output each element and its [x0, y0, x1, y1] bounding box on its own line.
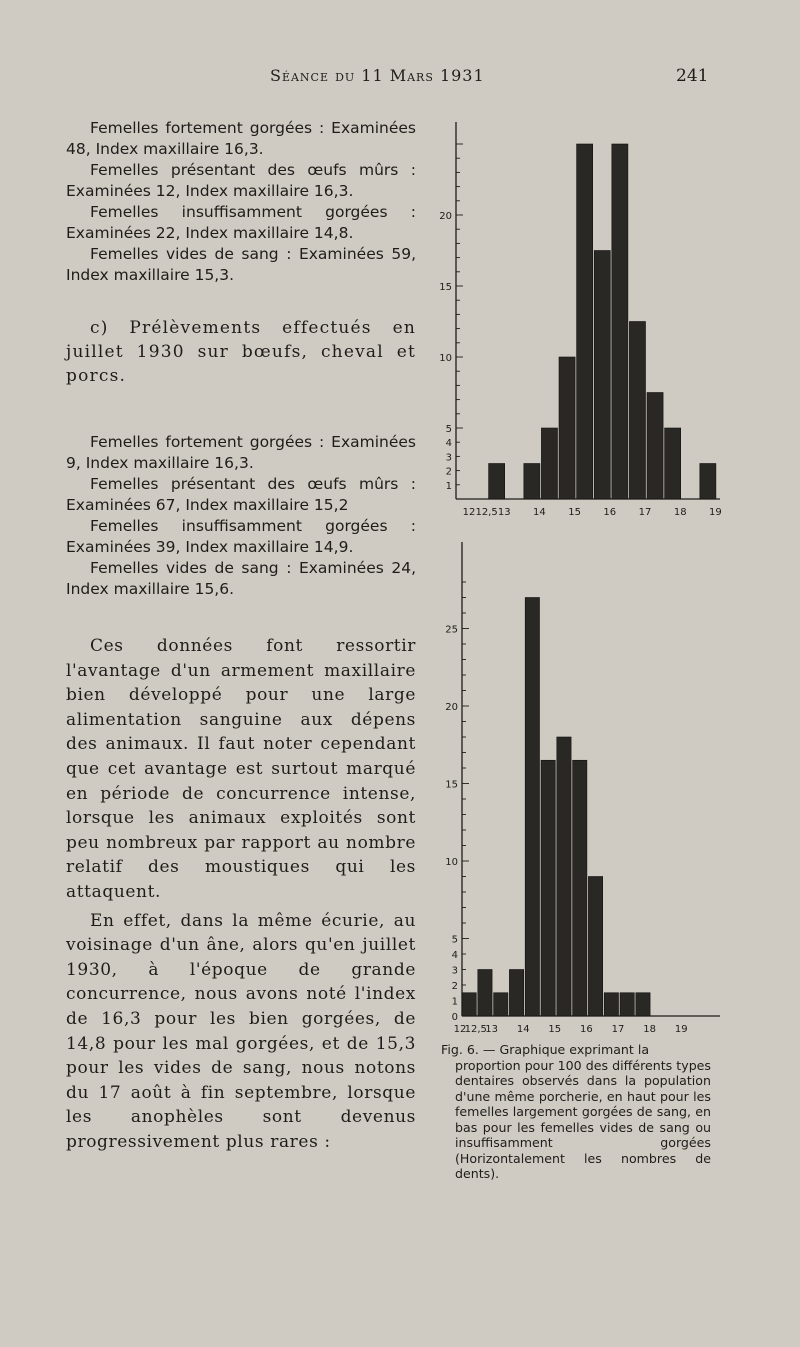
y-tick-label: 3	[451, 965, 458, 977]
x-tick-label: 16	[580, 1024, 593, 1035]
group-entry: Femelles vides de sang : Examinées 59, Index maxillaire 15,3.	[66, 245, 416, 284]
y-tick-label: 4	[445, 438, 452, 450]
histogram-bar	[559, 357, 575, 499]
x-tick-label: 19	[674, 1024, 688, 1035]
y-tick-label: 10	[439, 353, 452, 364]
y-tick-label: 2	[445, 466, 452, 478]
figure-caption	[441, 1042, 711, 1182]
x-tick-label: 13	[497, 507, 511, 518]
histogram-bar	[557, 737, 571, 1016]
body-paragraph: En effet, dans la même écurie, au voisinage d'un âne, alors qu'en juillet 1930, à l'époque de grande concurrence, nous avons noté l'index de 16,3 pour les bien gorgées, de 14,8 pour les mal gorgées, et de 15,3 pour les vides de sang, nous notons du 17 août à fin septembre, lorsque les anophèles sont devenus progressivement plus rares :	[66, 910, 416, 1152]
y-tick-label: 10	[445, 857, 458, 868]
y-tick-label: 1	[451, 996, 458, 1008]
group-list-a	[66, 118, 416, 286]
histogram-bar	[462, 993, 476, 1016]
histogram-top-svg	[428, 112, 728, 532]
histogram-bar	[594, 251, 610, 500]
y-tick-label: 4	[451, 950, 458, 961]
caption-lead: Fig. 6. — Graphique exprimant la	[441, 1042, 650, 1057]
y-tick-label: 25	[445, 624, 458, 636]
y-tick-label: 3	[445, 452, 452, 464]
histogram-bar	[612, 144, 628, 499]
histogram-top	[428, 112, 728, 532]
histogram-bar	[620, 993, 634, 1016]
histogram-bar	[629, 322, 645, 500]
x-tick-label: 17	[638, 507, 652, 518]
y-tick-label: 5	[445, 424, 452, 435]
group-entry: Femelles présentant des œufs mûrs : Examinées 12, Index maxillaire 16,3.	[66, 161, 416, 200]
x-tick-label: 19	[709, 507, 722, 518]
y-tick-label: 2	[451, 981, 458, 992]
group-entry: Femelles présentant des œufs mûrs : Examinées 67, Index maxillaire 15,2	[66, 475, 416, 514]
group-entry: Femelles vides de sang : Examinées 24, Index maxillaire 15,6.	[66, 559, 416, 598]
x-tick-label: 18	[643, 1024, 656, 1035]
histogram-bar	[524, 464, 540, 500]
body-paragraph: Ces données font ressortir l'avantage d'un armement maxillaire bien développé pour une large alimentation sanguine aux dépens des animaux. Il faut noter cependant que cet avantage est surtout marqué en période de concurrence intense, lorsque les animaux exploités sont peu nombreux par rapport au nombre relatif des moustiques qui les attaquent.	[66, 636, 416, 902]
histogram-bar	[588, 877, 602, 1017]
y-tick-label: 20	[445, 702, 458, 713]
y-tick-label: 15	[439, 282, 452, 293]
caption-text: proportion pour 100 des différents types dentaires observés dans la population d'une même porcherie, en haut pour les femelles largement gorgées de sang, en bas pour les femelles vides de sang ou insuffisamment gorgées (Horizontalement les nombres de dents).	[455, 1057, 711, 1181]
x-tick-label: 13	[485, 1024, 498, 1035]
x-tick-label: 12	[453, 1024, 467, 1035]
x-tick-label: 14	[516, 1024, 530, 1035]
y-tick-label: 15	[445, 779, 458, 791]
histogram-bottom	[428, 534, 728, 1040]
group-entry: Femelles fortement gorgées : Examinées 48, Index maxillaire 16,3.	[66, 119, 416, 158]
histogram-bar	[647, 393, 663, 500]
histogram-bar	[494, 993, 508, 1016]
group-list-c	[66, 432, 416, 600]
x-tick-label: 14	[533, 507, 546, 518]
y-tick-label: 0	[451, 1012, 458, 1023]
histogram-bar	[541, 760, 555, 1016]
left-column	[66, 118, 416, 1154]
group-entry: Femelles fortement gorgées : Examinées 9, Index maxillaire 16,3.	[66, 433, 416, 472]
x-tick-label: 12,5	[475, 507, 498, 518]
histogram-bar	[525, 598, 539, 1017]
histogram-bar	[665, 428, 681, 499]
histogram-bottom-svg	[428, 534, 728, 1040]
running-head	[0, 66, 800, 96]
histogram-bar	[604, 993, 618, 1016]
page-number: 241	[676, 66, 709, 86]
x-tick-label: 12,5	[464, 1024, 487, 1035]
histogram-bar	[509, 970, 523, 1017]
histogram-bar	[489, 464, 505, 500]
histogram-bar	[636, 993, 650, 1016]
y-tick-label: 1	[445, 480, 452, 492]
x-tick-label: 12	[462, 507, 476, 518]
x-tick-label: 16	[603, 507, 617, 518]
histogram-bar	[573, 760, 587, 1016]
x-tick-label: 18	[673, 507, 687, 518]
x-tick-label: 15	[548, 1024, 562, 1035]
y-tick-label: 5	[451, 934, 458, 946]
group-entry: Femelles insuffisamment gorgées : Examinées 22, Index maxillaire 14,8.	[66, 203, 416, 242]
histogram-bar	[478, 970, 492, 1017]
histogram-bar	[700, 464, 716, 500]
histogram-bar	[577, 144, 593, 499]
histogram-bar	[541, 428, 557, 499]
x-tick-label: 15	[568, 507, 581, 518]
group-entry: Femelles insuffisamment gorgées : Examinées 39, Index maxillaire 14,9.	[66, 517, 416, 556]
subsection-heading: c) Prélèvements effectués en juillet 1930 sur bœufs, cheval et porcs.	[66, 318, 416, 386]
x-tick-label: 17	[611, 1024, 625, 1035]
y-tick-label: 20	[439, 211, 452, 222]
running-title: Séance du 11 Mars 1931	[270, 66, 485, 85]
